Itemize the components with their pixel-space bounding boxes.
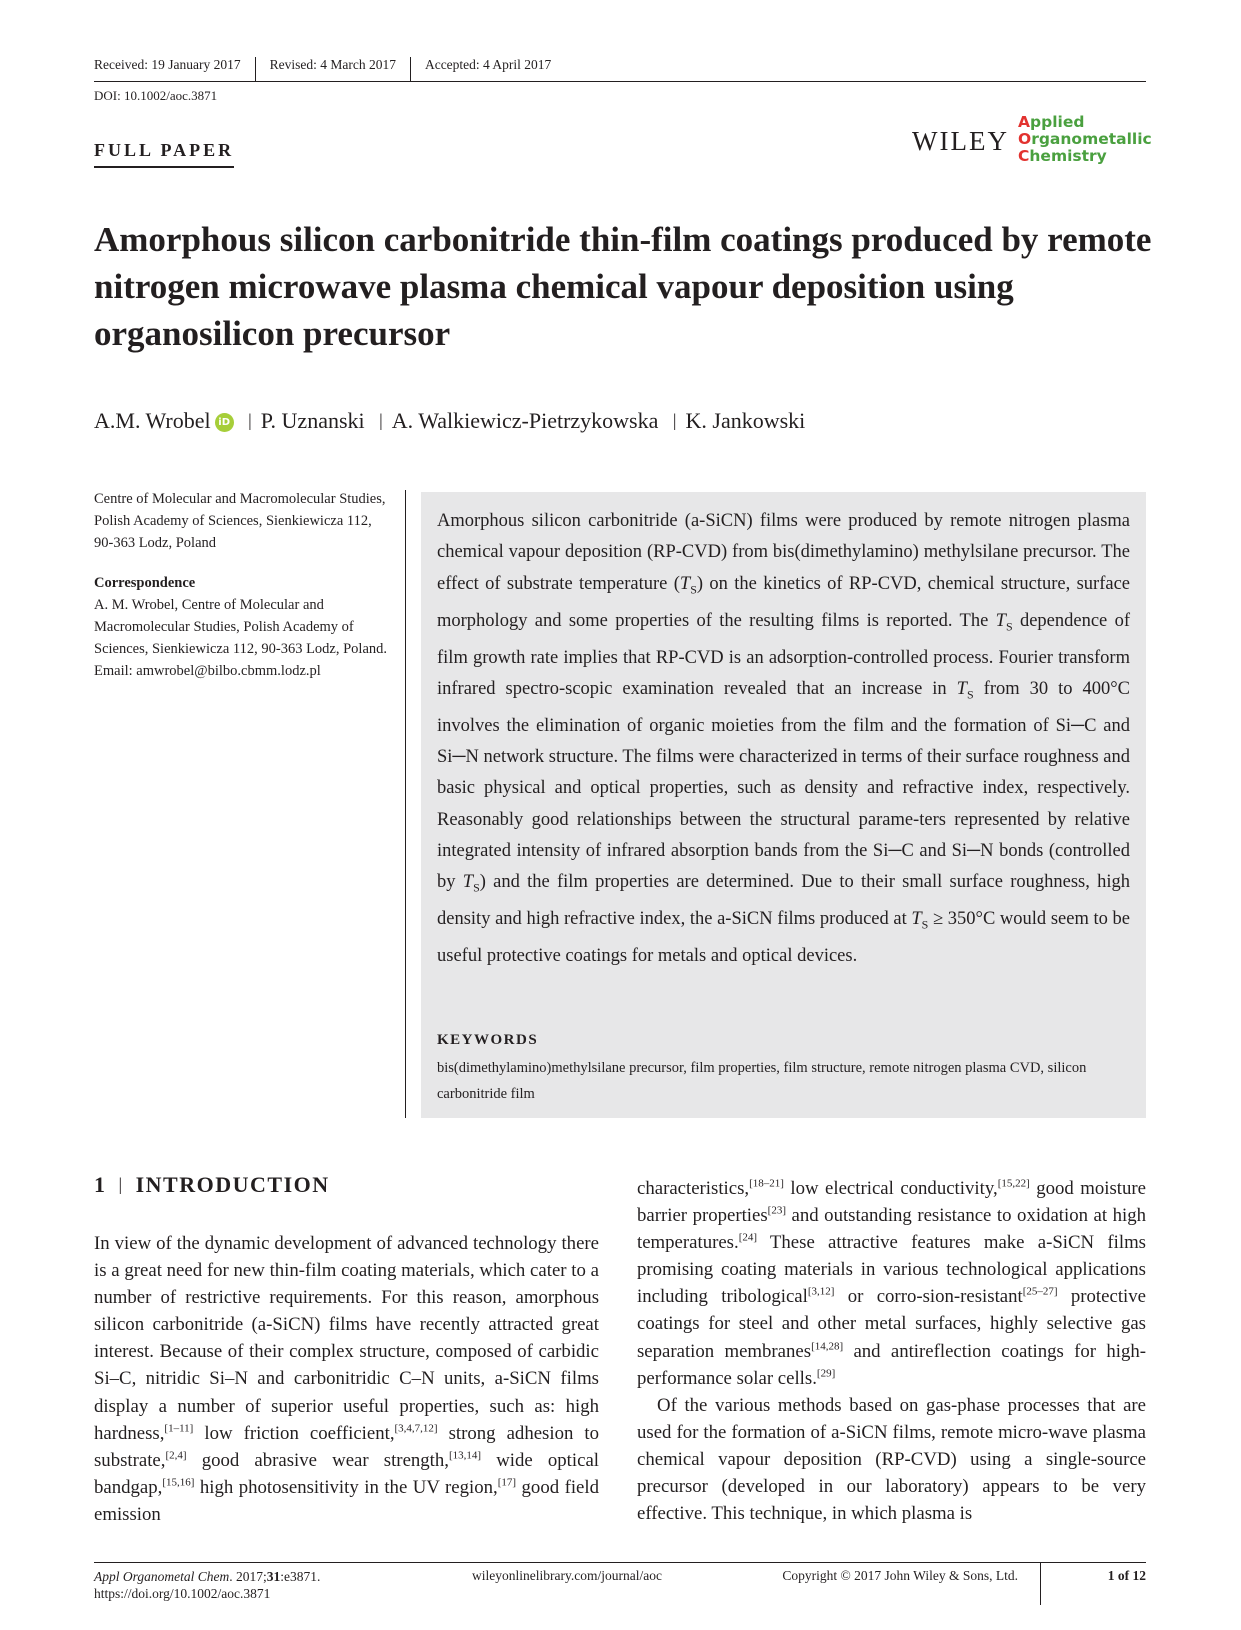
article-title: Amorphous silicon carbonitride thin-film coatings produced by remote nitrogen microwave plasma chemical vapour deposition using organosilicon precursor — [94, 220, 1152, 353]
journal-logo — [912, 113, 1152, 166]
intro-column-left: In view of the dynamic development of advanced technology there is a great need for new thin-film coating materials, which cater to a number of restrictive requirements. For this reason, amorphous silicon carbonitride (a-SiCN) films have recently attracted great interest. Because of their complex structure, composed of carbidic Si–C, nitridic Si–N and carbonitridic C–N units, a-SiCN films display a number of superior useful properties, such as: high hardness,[1–11] low friction coefficient,[3,4,7,12] strong adhesion to substrate,[2,4] good abrasive wear strength,[13,14] wide optical bandgap,[15,16] high photosensitivity in the UV region,[17] good field emission — [94, 1233, 600, 1525]
keywords-heading: KEYWORDS — [437, 1032, 539, 1048]
citation[interactable]: [18–21] — [749, 1177, 784, 1190]
citation[interactable]: [13,14] — [449, 1449, 482, 1462]
orcid-icon[interactable]: iD — [215, 413, 234, 432]
citation[interactable]: [25–27] — [1022, 1286, 1058, 1299]
footer-copyright: Copyright © 2017 John Wiley & Sons, Ltd. — [782, 1568, 1018, 1583]
intro-paragraph-2: Of the various methods based on gas-phase processes that are used for the formation of a-SiCN films, remote micro-wave plasma chemical vapour deposition (RP-CVD) using a single-source precursor (developed in our laboratory) appears to be very effective. This technique, in which plasma is — [637, 1394, 1146, 1525]
publication-dates — [94, 57, 1146, 82]
affiliation-block — [94, 488, 394, 682]
section-heading-introduction: 1 | INTRODUCTION — [94, 1172, 330, 1197]
section-type: FULL PAPER — [94, 140, 234, 168]
abstract-divider — [405, 490, 406, 1118]
abstract-text: Amorphous silicon carbonitride (a-SiCN) films were produced by remote nitrogen plasma chemical vapour deposition (RP-CVD) from bis(dimethylamino) methylsilane precursor. The effect of substrate temperature $(T_S)$ on the kinetics of RP-CVD, chemical structure, surface morphology and some properties of the resulting films is reported. The $T_S$ dependence of film growth rate implies that RP-CVD is an adsorption-controlled process. Fourier transform infrared spectro-scopic examination revealed that an increase in $T_S$ from 30 to 400°C involves the elimination of organic moieties from the film and the formation of Si─C and Si─N network structure. The films were characterized in terms of their surface roughness and basic physical and optical properties, such as density and refractive index, respectively. Reasonably good relationships between the structural parame-ters represented by relative integrated intensity of infrared absorption bands from the Si─C and Si─N bonds (controlled by $T_S$) and the film properties are determined. Due to their small surface roughness, high density and high refractive index, the a-SiCN films produced at $T_S \ge 350^\circ C$ would seem to be useful protective coatings for metals and optical devices. — [437, 511, 1131, 967]
citation[interactable]: [15,16] — [162, 1476, 195, 1489]
accepted-date: Accepted: 4 April 2017 — [410, 57, 565, 81]
intro-column-right: characteristics,[18–21] low electrical conductivity,[15,22] good moisture barrier properties[23] and outstanding resistance to oxidation at high temperatures.[24] These attractive features make a-SiCN films promising coating materials in various technological applications including tribological[3,12] or corro-sion-resistant[25–27] protective coatings for steel and other metal surfaces, highly selective gas separation membranes[14,28] and antireflection coatings for high-performance solar cells.[29] Of the various methods based on gas-phase processes that are used for the formation of a-SiCN films, remote micro-wave plasma chemical vapour deposition (RP-CVD) using a single-source precursor (developed in our laboratory) appears to be very effective. This technique, in which plasma is — [637, 1175, 1146, 1527]
page-number: 1 of 12 — [1040, 1563, 1146, 1605]
citation[interactable]: [3,4,7,12] — [394, 1422, 438, 1435]
keywords-list: bis(dimethylamino)methylsilane precursor, film properties, film structure, remote nitrogen plasma CVD, silicon carbonitride film — [437, 1060, 1087, 1102]
abstract-panel — [421, 492, 1146, 1118]
correspondence-heading: Correspondence — [94, 575, 196, 591]
author-1: A.M. Wrobel — [94, 408, 211, 433]
citation[interactable]: [1–11] — [164, 1422, 194, 1435]
correspondence-email[interactable]: Email: amwrobel@bilbo.cbmm.lodz.pl — [94, 663, 321, 679]
citation[interactable]: [29] — [816, 1367, 836, 1380]
citation[interactable]: [3,12] — [807, 1286, 835, 1299]
received-date: Received: 19 January 2017 — [94, 57, 241, 72]
footer-citation: Appl Organometal Chem. 2017;31:e3871. https://doi.org/10.1002/aoc.3871 — [94, 1569, 321, 1601]
author-2: P. Uznanski — [260, 408, 365, 433]
author-3: A. Walkiewicz-Pietrzykowska — [391, 408, 659, 433]
page-footer — [94, 1562, 1146, 1613]
citation[interactable]: [23] — [767, 1204, 786, 1217]
affiliation-text: Centre of Molecular and Macromolecular Studies, Polish Academy of Sciences, Sienkiewicza 112, 90-363 Lodz, Poland — [94, 491, 386, 551]
citation[interactable]: [15,22] — [997, 1177, 1030, 1190]
article-doi: DOI: 10.1002/aoc.3871 — [94, 88, 218, 103]
footer-doi-link[interactable]: https://doi.org/10.1002/aoc.3871 — [94, 1586, 271, 1601]
author-4: K. Jankowski — [685, 408, 806, 433]
correspondence-text: A. M. Wrobel, Centre of Molecular and Macromolecular Studies, Polish Academy of Sciences, Sienkiewicza 112, 90-363 Lodz, Poland. — [94, 597, 388, 657]
citation[interactable]: [2,4] — [165, 1449, 187, 1462]
journal-name: Applied Organometallic Chemistry — [1018, 113, 1152, 165]
author-list: A.M. Wrobel iD | P. Uznanski | A. Walkiewicz-Pietrzykowska | K. Jankowski — [94, 408, 806, 433]
revised-date: Revised: 4 March 2017 — [255, 57, 410, 81]
citation[interactable]: [14,28] — [811, 1340, 844, 1353]
citation[interactable]: [17] — [497, 1476, 517, 1489]
publisher-logo: WILEY — [912, 126, 1009, 156]
citation[interactable]: [24] — [738, 1231, 758, 1244]
footer-website[interactable]: wileyonlinelibrary.com/journal/aoc — [472, 1568, 662, 1583]
